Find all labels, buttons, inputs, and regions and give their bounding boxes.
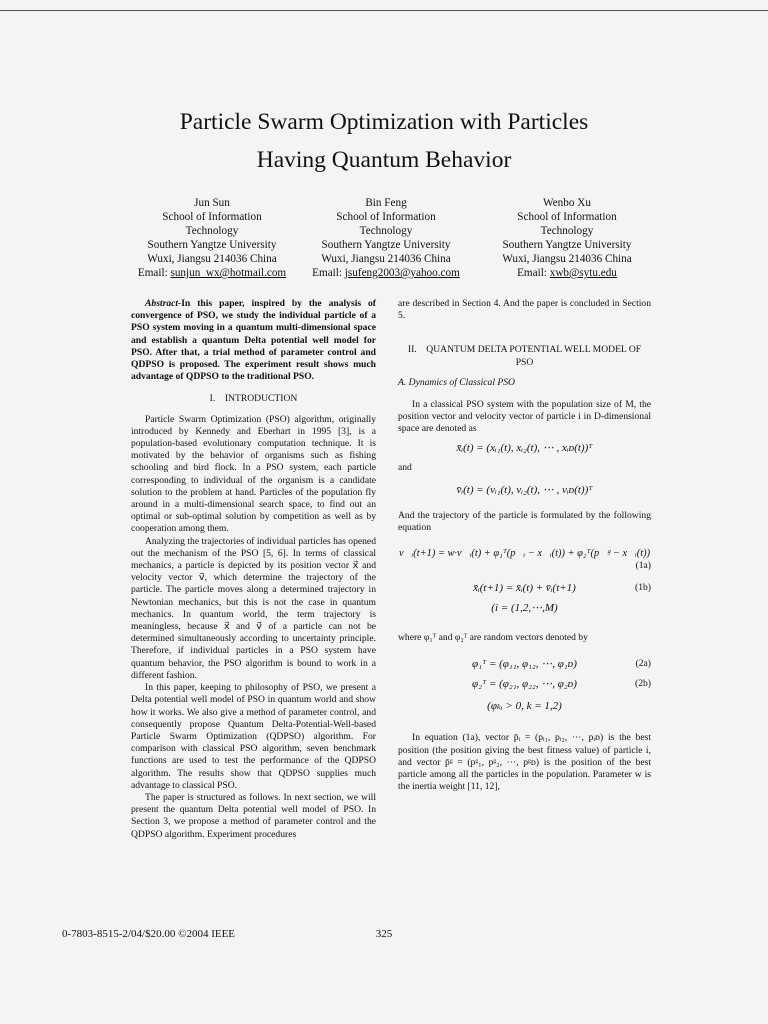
- equation-body: x̄ᵢ(t+1) = x̄ᵢ(t) + v̄ᵢ(t+1): [473, 582, 576, 595]
- author-block-2: [286, 196, 486, 280]
- email-label: Email:: [137, 267, 171, 279]
- equation-body: (φₖᵢ > 0, k = 1,2): [487, 700, 562, 713]
- author-name: Bin Feng: [365, 197, 407, 209]
- author-email-line: [286, 266, 486, 280]
- intro-paragraph-4: The paper is structured as follows. In next section, we will present the quantum Delta potential well model of PSO. In Section 3, we propose a method of parameter control and the QDPSO algorithm. Experiment procedures: [131, 791, 376, 840]
- intro-paragraph-2: Analyzing the trajectories of individual particles has opened out the mechanism of the PSO [5, 6]. In terms of classical mechanics, a particle is depicted by its position vector x⃗ and velocity vector v⃗, which determine the trajectory of the particle. The particle moves along a determined trajectory in Newtonian mechanics, but this is not the case in quantum mechanics. In quantum world, the term trajectory is meaningless, because x⃗ and v⃗ of a particle can not be determined simultaneously according to uncertainty principle. Therefore, if individual particles in a PSO system have quantum behavior, the PSO algorithm is bound to work in a different fashion.: [131, 535, 376, 681]
- author-address: Wuxi, Jiangsu 214036 China: [502, 253, 632, 265]
- equation-body: φ₂ᵀ = (φ₂₁, φ₂₂, ⋯, φ₂ᴅ): [472, 678, 577, 691]
- author-affiliation: Technology: [185, 225, 239, 237]
- author-address: Wuxi, Jiangsu 214036 China: [147, 253, 277, 265]
- author-affiliation: Technology: [359, 225, 413, 237]
- top-rule: [0, 10, 768, 11]
- author-email-line: [112, 266, 312, 280]
- author-university: Southern Yangtze University: [321, 239, 451, 251]
- equation-number: (2a): [635, 658, 651, 670]
- abstract: [131, 298, 376, 383]
- equation-body: (i = (1,2,⋯,M): [491, 602, 558, 615]
- equation-2c: [398, 700, 651, 720]
- right-paragraph-2: And the trajectory of the particle is formulated by the following equation: [398, 509, 651, 534]
- subsection-heading: A. Dynamics of Classical PSO: [398, 376, 515, 388]
- intro-paragraph-3: In this paper, keeping to philosophy of PSO, we present a Delta potential well model of PSO in quantum world and show how it works. We also give a method of parameter control, and consequently propose Quantum Delta-Potential-Well-based Particle Swarm Optimization (QDPSO) algorithm. For comparison with classical PSO algorithm, seven benchmark functions are used to test the performance of the QDPSO algorithm. The results show that QDPSO supplies much advantage to classical PSO.: [131, 682, 376, 791]
- author-affiliation: School of Information: [336, 211, 436, 223]
- author-name: Wenbo Xu: [543, 197, 591, 209]
- equation-body: φ₁ᵀ = (φ₁₁, φ₁₂, ⋯, φ₁ᴅ): [472, 658, 577, 671]
- and-text: and: [398, 461, 412, 473]
- equation-position: [398, 436, 651, 462]
- author-email-line: [467, 266, 667, 280]
- abstract-lead: Abstract-: [145, 298, 182, 309]
- equation-number: (1b): [635, 582, 651, 594]
- author-university: Southern Yangtze University: [502, 239, 632, 251]
- equation-1c: [398, 602, 651, 624]
- section-heading-model: II. QUANTUM DELTA POTENTIAL WELL MODEL OF PSO: [407, 344, 642, 368]
- right-paragraph-0: are described in Section 4. And the paper is concluded in Section 5.: [398, 298, 651, 322]
- email-label: Email:: [312, 267, 345, 279]
- section-heading-introduction: I. INTRODUCTION: [209, 393, 298, 405]
- paper-title-line2: Having Quantum Behavior: [256, 147, 512, 173]
- author-email-link[interactable]: jsufeng2003@yahoo.com: [344, 267, 460, 279]
- author-block-1: [112, 196, 312, 280]
- right-column: [398, 298, 651, 793]
- equation-body: x̄ᵢ(t) = (xᵢ₁(t), xᵢ₂(t), ⋯ , xᵢᴅ(t))ᵀ: [456, 441, 593, 454]
- page-number: 325: [375, 928, 393, 940]
- equation-number: (2b): [635, 678, 651, 690]
- right-paragraph-3: In equation (1a), vector p̄ᵢ = (pᵢ₁, pᵢ₂, ⋯, pᵢᴅ) is the best position (the position giving the best fitness value) of particle i, and vector p̄ᵍ = (pᵍ₁, pᵍ₂, ⋯, pᵍᴅ) is the position of the best particle among all the particles in the population. Parameter w is the inertia weight [11, 12],: [398, 732, 651, 793]
- paper-title-line1: Particle Swarm Optimization with Particles: [179, 109, 589, 135]
- equation-number: (1a): [635, 560, 651, 572]
- author-email-link[interactable]: xwb@sytu.edu: [549, 267, 617, 279]
- equation-1b: [398, 576, 651, 602]
- equation-1a: [398, 542, 651, 576]
- equation-2b: [398, 678, 651, 700]
- author-affiliation: School of Information: [162, 211, 262, 223]
- author-affiliation: Technology: [540, 225, 594, 237]
- where-text: where φ₁ᵀ and φ₂ᵀ are random vectors denoted by: [398, 632, 588, 644]
- author-affiliation: School of Information: [517, 211, 617, 223]
- abstract-text: In this paper, inspired by the analysis of convergence of PSO, we study the individual particle of a PSO system moving in a quantum multi-dimensional space and establish a quantum Delta potential well model for PSO. After that, a trial method of parameter control and QDPSO is proposed. The experiment result shows much advantage of QDPSO to the traditional PSO.: [131, 298, 376, 383]
- equation-2a: [398, 652, 651, 678]
- right-paragraph-1: In a classical PSO system with the population size of M, the position vector and velocity vector of particle i in D-dimensional space are denoted as: [398, 399, 651, 435]
- author-address: Wuxi, Jiangsu 214036 China: [321, 253, 451, 265]
- intro-paragraph-1: Particle Swarm Optimization (PSO) algorithm, originally introduced by Kennedy and Eberhart in 1995 [3], is a population-based evolutionary computation technique. It is motivated by the behavior of organisms such as fishing schooling and bird flock. In a PSO system, each particle corresponding to individual of the organism is a candidate solution to the problem at hand. Particles of the population fly around in a multi-dimensional search space, to find out an optimal or sub-optimal solution by competition as well as by cooperation among them.: [131, 413, 376, 535]
- author-name: Jun Sun: [194, 197, 230, 209]
- author-email-link[interactable]: sunjun_wx@hotmail.com: [170, 267, 287, 279]
- author-block-3: [467, 196, 667, 280]
- equation-velocity: [398, 474, 651, 506]
- equation-body: v⃗ᵢ(t+1) = w·v⃗ᵢ(t) + φ₁ᵀ(p⃗ᵢ − x⃗ᵢ(t)) + φ₂ᵀ(p⃗ᵍ − x⃗ᵢ(t)): [398, 548, 651, 560]
- equation-body: v̄ᵢ(t) = (vᵢ₁(t), vᵢ₂(t), ⋯ , vᵢᴅ(t))ᵀ: [456, 483, 593, 496]
- footer-copyright: 0-7803-8515-2/04/$20.00 ©2004 IEEE: [62, 928, 236, 940]
- left-column: [131, 298, 376, 841]
- email-label: Email:: [517, 267, 550, 279]
- author-university: Southern Yangtze University: [147, 239, 277, 251]
